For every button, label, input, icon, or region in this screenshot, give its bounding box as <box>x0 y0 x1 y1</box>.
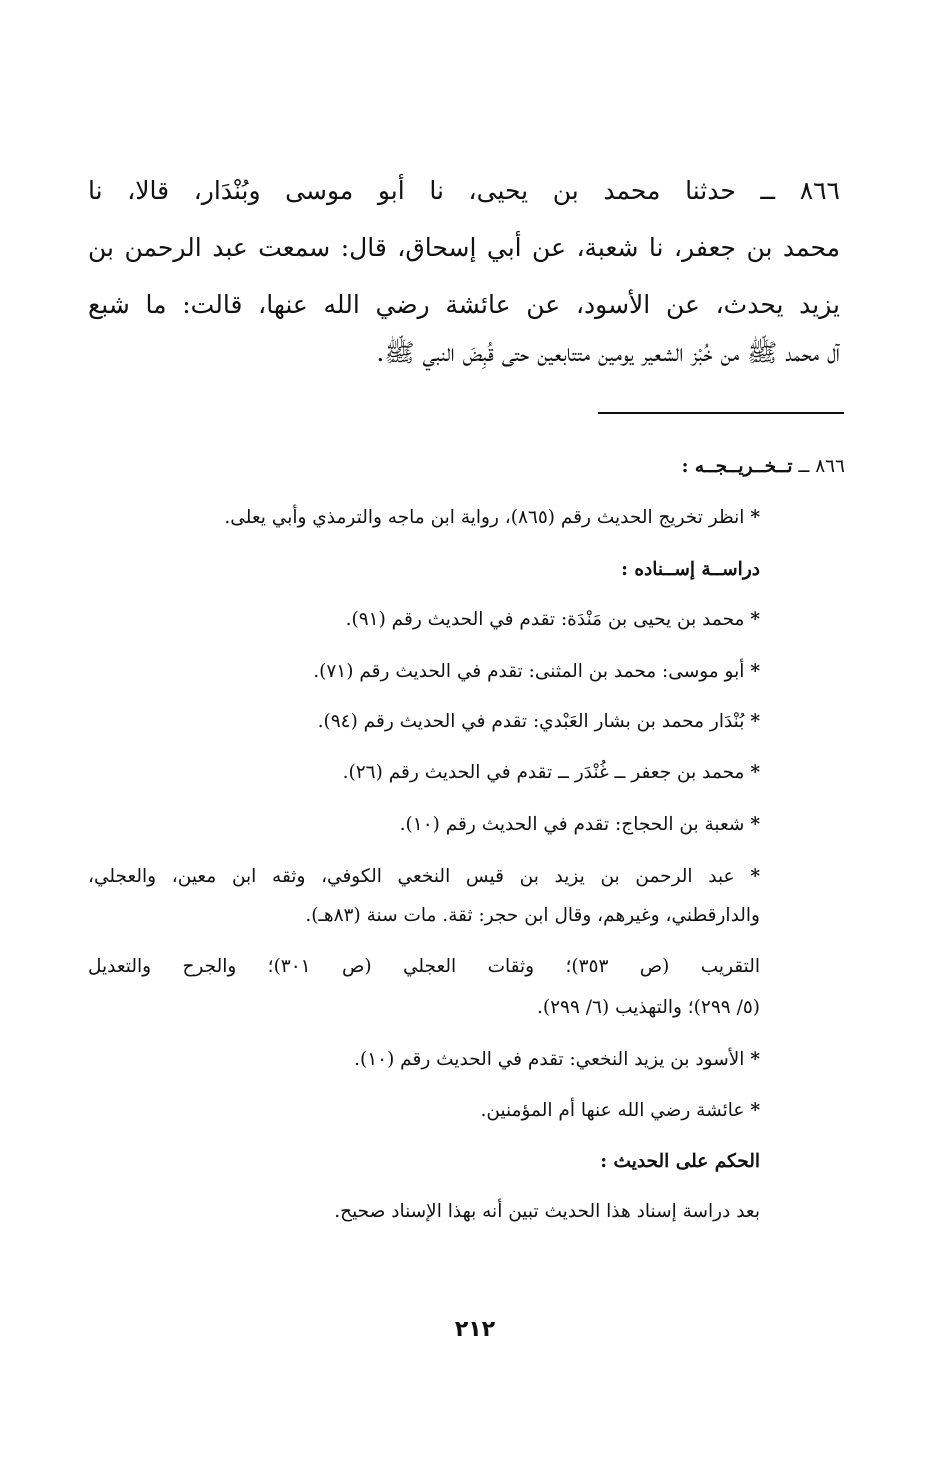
hadith-line-2: محمد بن جعفر، نا شعبة، عن أبي إسحاق، قال: سمعت عبد الرحمن بن <box>88 233 840 262</box>
takhrij-heading <box>545 448 845 486</box>
references-line1: التقريب (ص ٣٥٣)؛ وثقات العجلي (ص ٣٠١)؛ والجرح والتعديل <box>88 956 760 977</box>
footnote-separator <box>598 412 844 414</box>
narrator-text: محمد بن يحيى بن مَنْدَة: تقدم في الحديث رقم (٩١). <box>345 609 745 630</box>
takhrij-number: ٨٦٦ ــ <box>798 456 845 477</box>
takhrij-reference: انظر تخريج الحديث رقم (٨٦٥)، رواية ابن ماجه والترمذي وأبي يعلى. <box>224 507 745 528</box>
narrator-item <box>140 703 760 741</box>
bullet-icon: * <box>750 661 760 682</box>
narrator-abdulrahman-line1 <box>88 858 760 896</box>
narrator-item <box>140 754 760 792</box>
hadith-line-1: ٨٦٦ ــ حدثنا محمد بن يحيى، نا أبو موسى وبُنْدَار، قالا، نا <box>88 176 840 205</box>
narrator-item <box>140 601 760 639</box>
bullet-icon: * <box>750 866 760 887</box>
bullet-icon: * <box>750 609 760 630</box>
narrator-text: بُنْدَار محمد بن بشار العَبْدي: تقدم في الحديث رقم (٩٤). <box>317 711 745 732</box>
narrator-text: الأسود بن يزيد النخعي: تقدم في الحديث رقم (١٠). <box>354 1049 745 1070</box>
narrator-text: أبو موسى: محمد بن المثنى: تقدم في الحديث رقم (٧١). <box>313 661 745 682</box>
hadith-line-3: يزيد يحدث، عن الأسود، عن عائشة رضي الله عنها، قالت: ما شبع <box>88 290 840 319</box>
narrator-text: محمد بن جعفر ــ غُنْدَر ــ تقدم في الحديث رقم (٢٦). <box>342 762 745 783</box>
takhrij-text <box>80 499 760 537</box>
bullet-icon: * <box>750 1100 760 1121</box>
bullet-icon: * <box>750 1049 760 1070</box>
references-line2: (٥/ ٢٩٩)؛ والتهذيب (٦/ ٢٩٩). <box>536 997 760 1018</box>
hadith-line-4: آل محمد ﷺ من خُبْز الشعير يومين متتابعين حتى قُبِضَ النبي ﷺ. <box>376 338 840 367</box>
ruling-text: بعد دراسة إسناد هذا الحديث تبين أنه بهذا الإسناد صحيح. <box>334 1201 760 1222</box>
narrator-abdulrahman-line2: والدارقطني، وغيرهم، وقال ابن حجر: ثقة. مات سنة (٨٣هـ). <box>305 905 760 926</box>
takhrij-title: تــخــريــجــه : <box>681 456 793 477</box>
isnad-heading: دراســة إســناده : <box>621 559 760 580</box>
narrator-item <box>140 1041 760 1079</box>
ruling-heading: الحكم على الحديث : <box>600 1151 760 1172</box>
bullet-icon: * <box>750 814 760 835</box>
narrator-item <box>140 1092 760 1130</box>
narrator-text: شعبة بن الحجاج: تقدم في الحديث رقم (١٠). <box>399 814 745 835</box>
narrator-item <box>140 806 760 844</box>
narrator-text: عائشة رضي الله عنها أم المؤمنين. <box>480 1100 745 1121</box>
bullet-icon: * <box>750 762 760 783</box>
narrator-text: عبد الرحمن بن يزيد بن قيس النخعي الكوفي، وثقه ابن معين، والعجلي، <box>88 866 735 887</box>
narrator-item <box>140 653 760 691</box>
bullet-icon: * <box>750 711 760 732</box>
bullet-icon: * <box>750 507 760 528</box>
page-number: ٢١٢ <box>454 1317 496 1342</box>
